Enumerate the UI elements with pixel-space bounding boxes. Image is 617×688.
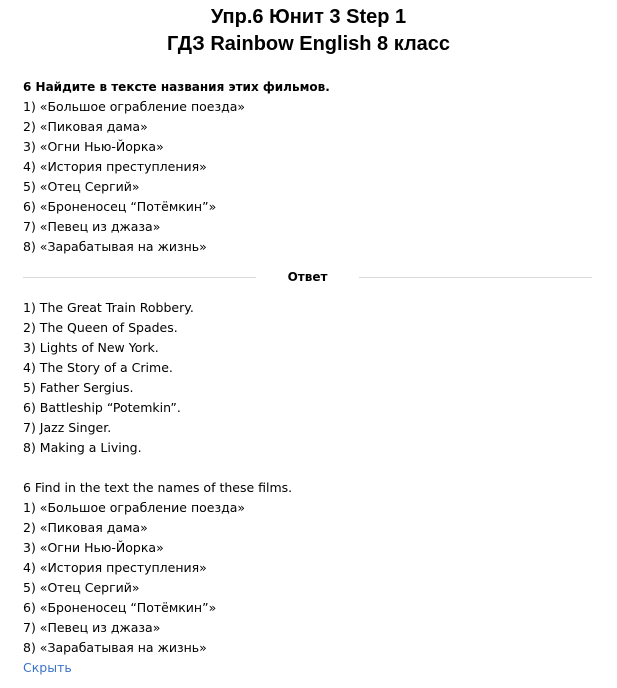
task-list: [23, 97, 592, 257]
list-item: 6) Battleship “Potemkin”.: [23, 400, 181, 415]
list-item: 3) Lights of New York.: [23, 340, 159, 355]
list-item: 4) «История преступления»: [23, 159, 207, 174]
list-item: 1) «Большое ограбление поезда»: [23, 500, 246, 515]
divider-rule-left: [23, 277, 256, 278]
list-item: 2) «Пиковая дама»: [23, 119, 148, 134]
list-item: 6) «Броненосец “Потёмкин”»: [23, 600, 217, 615]
page-title: [0, 4, 617, 58]
list-item: 5) «Отец Сергий»: [23, 580, 140, 595]
divider-rule-right: [359, 277, 592, 278]
translation-heading: 6 Find in the text the names of these films.: [23, 480, 293, 495]
list-item: 7) «Певец из джаза»: [23, 219, 161, 234]
list-item: 8) «Зарабатывая на жизнь»: [23, 239, 207, 254]
list-item: 8) «Зарабатывая на жизнь»: [23, 640, 207, 655]
list-item: 8) Making a Living.: [23, 440, 142, 455]
list-item: 7) «Певец из джаза»: [23, 620, 161, 635]
list-item: 4) «История преступления»: [23, 560, 207, 575]
answer-label: Ответ: [287, 270, 328, 284]
list-item: 7) Jazz Singer.: [23, 420, 112, 435]
page-title-line-1: Упр.6 Юнит 3 Step 1: [210, 6, 407, 28]
page-title-line-2: ГДЗ Rainbow English 8 класс: [166, 33, 451, 55]
task-heading: 6 Найдите в тексте названия этих фильмов.: [23, 80, 330, 94]
translation-list: [23, 498, 592, 658]
answer-list: [23, 298, 592, 458]
list-item: 2) The Queen of Spades.: [23, 320, 178, 335]
hide-toggle-link[interactable]: Скрыть: [23, 660, 72, 675]
list-item: 2) «Пиковая дама»: [23, 520, 148, 535]
list-item: 5) Father Sergius.: [23, 380, 134, 395]
list-item: 1) «Большое ограбление поезда»: [23, 99, 246, 114]
exercise-content: [23, 77, 592, 678]
list-item: 5) «Отец Сергий»: [23, 179, 140, 194]
list-item: 6) «Броненосец “Потёмкин”»: [23, 199, 217, 214]
answer-divider: [23, 267, 592, 287]
list-item: 1) The Great Train Robbery.: [23, 300, 194, 315]
list-item: 4) The Story of a Crime.: [23, 360, 173, 375]
spacer: [23, 458, 592, 478]
list-item: 3) «Огни Нью-Йорка»: [23, 540, 164, 555]
list-item: 3) «Огни Нью-Йорка»: [23, 139, 164, 154]
